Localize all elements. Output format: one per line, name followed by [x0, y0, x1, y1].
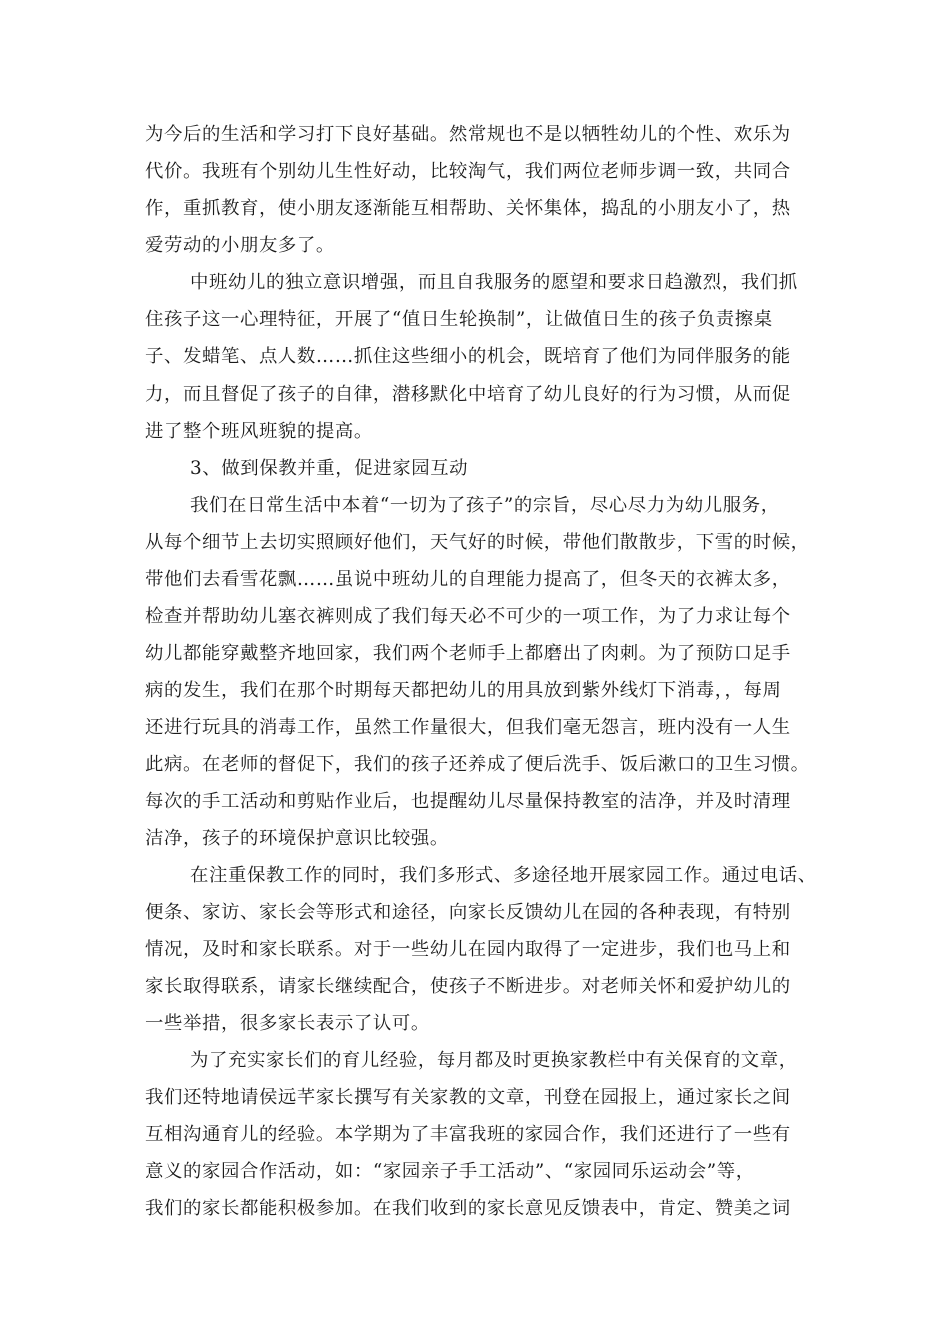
- paragraph-first-line: 为了充实家长们的育儿经验，每月都及时更换家教栏中有关保育的文章，: [190, 1050, 798, 1071]
- body-text-line: 住孩子这一心理特征，开展了“值日生轮换制”，让做值日生的孩子负责擦桌: [145, 309, 773, 330]
- body-text-line: 一些举措，很多家长表示了认可。: [145, 1013, 430, 1034]
- paragraph-first-line: 在注重保教工作的同时，我们多形式、多途径地开展家园工作。通过电话、: [190, 865, 817, 886]
- body-text-line: 我们的家长都能积极参加。在我们收到的家长意见反馈表中，肯定、赞美之词: [145, 1198, 791, 1219]
- body-text-line: 幼儿都能穿戴整齐地回家，我们两个老师手上都磨出了肉刺。为了预防口足手: [145, 643, 791, 664]
- paragraph-first-line: 中班幼儿的独立意识增强，而且自我服务的愿望和要求日趋激烈，我们抓: [190, 272, 798, 293]
- body-text-line: 为今后的生活和学习打下良好基础。然常规也不是以牺牲幼儿的个性、欢乐为: [145, 124, 791, 145]
- body-text-line: 互相沟通育儿的经验。本学期为了丰富我班的家园合作，我们还进行了一些有: [145, 1124, 791, 1145]
- body-text-line: 检查并帮助幼儿塞衣裤则成了我们每天必不可少的一项工作，为了力求让每个: [145, 606, 791, 627]
- body-text-line: 家长取得联系，请家长继续配合，使孩子不断进步。对老师关怀和爱护幼儿的: [145, 976, 791, 997]
- body-text-line: 爱劳动的小朋友多了。: [145, 235, 335, 256]
- body-text-line: 进了整个班风班貌的提高。: [145, 421, 373, 442]
- body-text-line: 力，而且督促了孩子的自律，潜移默化中培育了幼儿良好的行为习惯，从而促: [145, 384, 791, 405]
- body-text-line: 代价。我班有个别幼儿生性好动，比较淘气，我们两位老师步调一致，共同合: [145, 161, 791, 182]
- paragraph-first-line: 我们在日常生活中本着“一切为了孩子”的宗旨，尽心尽力为幼儿服务，: [190, 495, 780, 516]
- body-text-line: 我们还特地请侯远芊家长撰写有关家教的文章，刊登在园报上，通过家长之间: [145, 1087, 791, 1108]
- body-text-line: 便条、家访、家长会等形式和途径，向家长反馈幼儿在园的各种表现，有特别: [145, 902, 791, 923]
- body-text-line: 子、发蜡笔、点人数……抓住这些细小的机会，既培育了他们为同伴服务的能: [145, 346, 791, 367]
- body-text-line: 带他们去看雪花飘……虽说中班幼儿的自理能力提高了，但冬天的衣裤太多，: [145, 569, 791, 590]
- body-text-line: 情况，及时和家长联系。对于一些幼儿在园内取得了一定进步，我们也马上和: [145, 939, 791, 960]
- body-text-line: 此病。在老师的督促下，我们的孩子还养成了便后洗手、饭后漱口的卫生习惯。: [145, 754, 810, 775]
- body-text-line: 意义的家园合作活动，如：“家园亲子手工活动”、“家园同乐运动会”等，: [145, 1161, 755, 1182]
- section-heading: 3、做到保教并重，促进家园互动: [190, 458, 469, 479]
- body-text-line: 病的发生，我们在那个时期每天都把幼儿的用具放到紫外线灯下消毒，，每周: [145, 680, 782, 701]
- body-text-line: 洁净，孩子的环境保护意识比较强。: [145, 828, 449, 849]
- body-text-line: 还进行玩具的消毒工作，虽然工作量很大，但我们毫无怨言，班内没有一人生: [145, 717, 791, 738]
- body-text-line: 每次的手工活动和剪贴作业后，也提醒幼儿尽量保持教室的洁净，并及时清理: [145, 791, 791, 812]
- body-text-line: 从每个细节上去切实照顾好他们，天气好的时候，带他们散散步，下雪的时候，: [145, 532, 810, 553]
- body-text-line: 作，重抓教育，使小朋友逐渐能互相帮助、关怀集体，捣乱的小朋友小了，热: [145, 198, 791, 219]
